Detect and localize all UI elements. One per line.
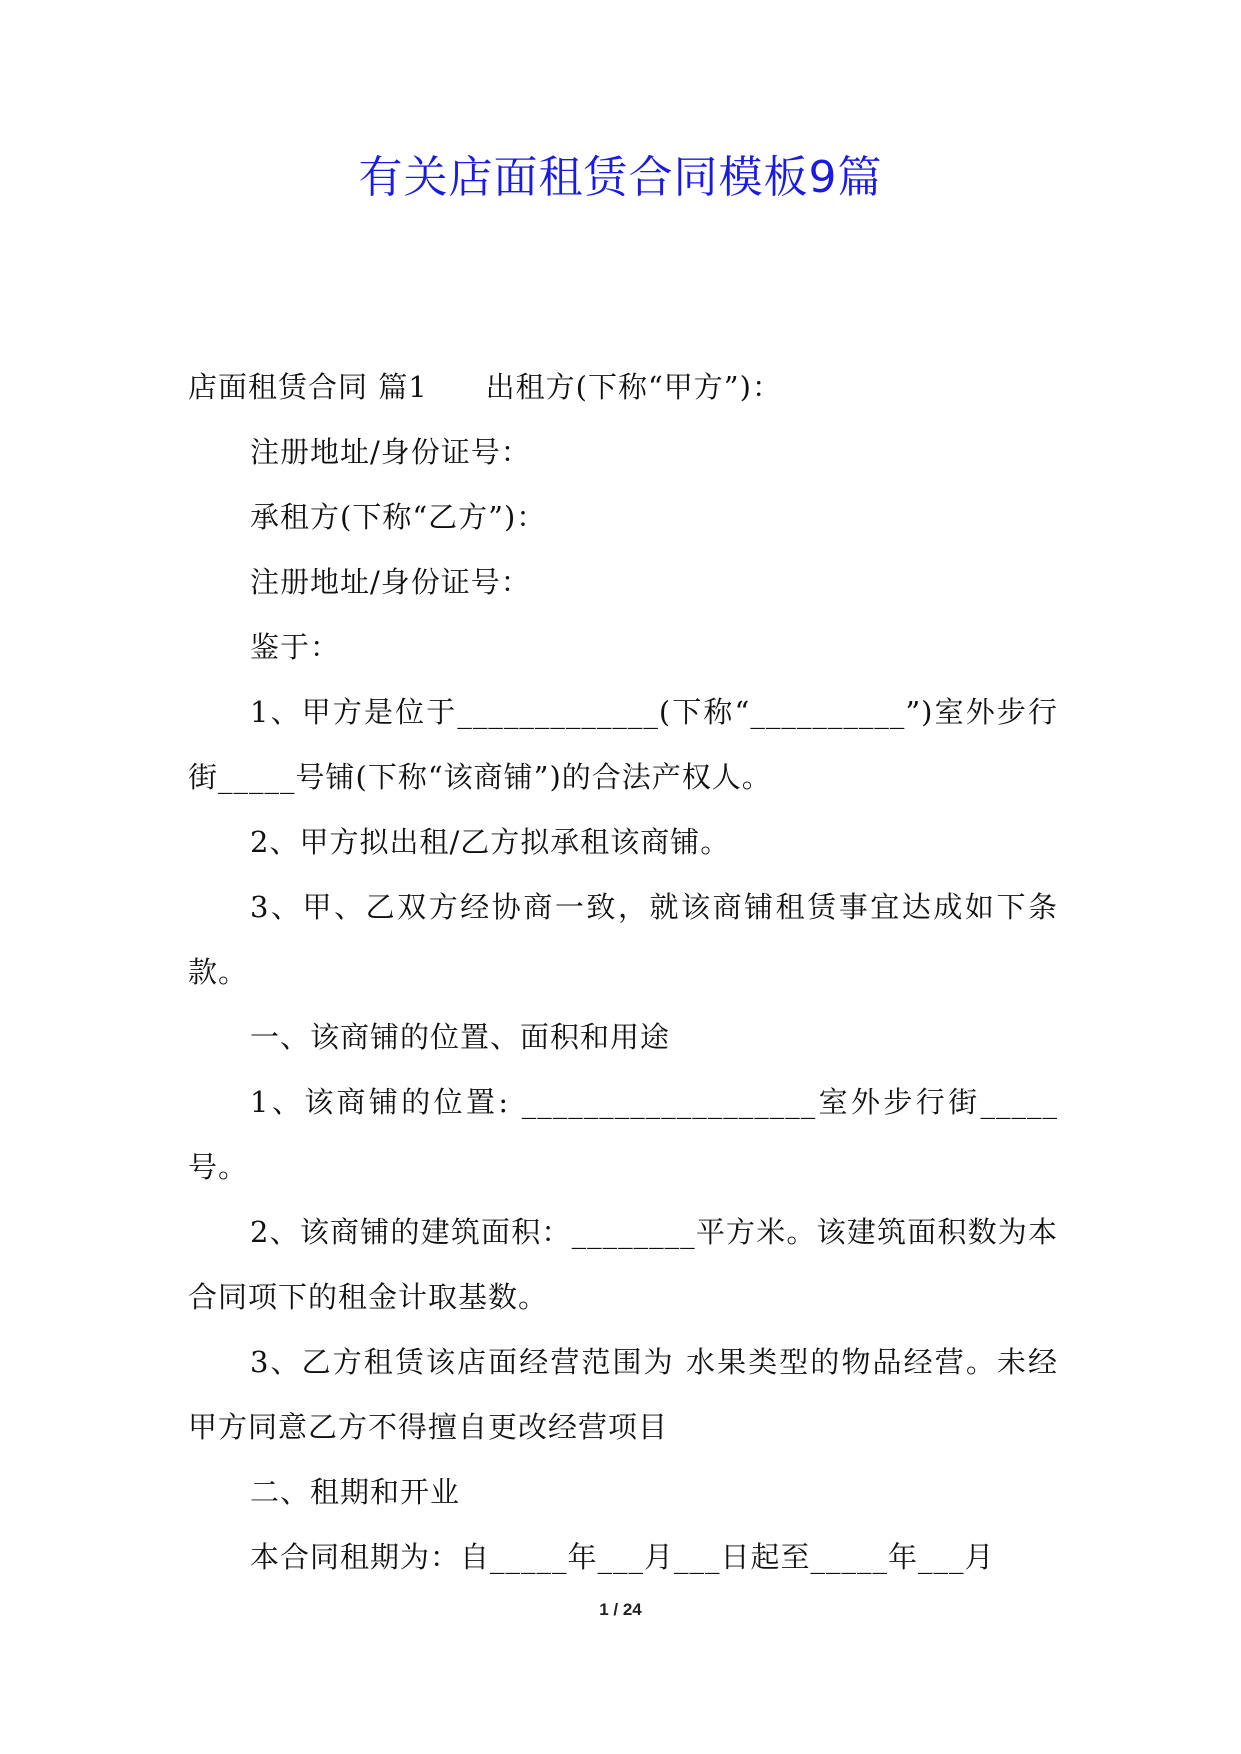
clause-2-term: 本合同租期为：自_____年___月___日起至_____年___月	[250, 1540, 995, 1574]
paragraph-lessee-address: 注册地址/身份证号：	[250, 565, 531, 599]
clause-heading-2: 二、租期和开业	[250, 1475, 461, 1509]
clause-heading-1: 一、该商铺的位置、面积和用途	[250, 1020, 671, 1054]
paragraph-recital-1: 1、甲方是位于_____________(下称“__________”)室外步行街_____号铺(下称“该商铺”)的合法产权人。	[188, 695, 1058, 794]
page-number: 1 / 24	[599, 1600, 642, 1619]
clause-1-usage: 3、乙方租赁该店面经营范围为 水果类型的物品经营。未经甲方同意乙方不得擅自更改经营项目	[188, 1345, 1058, 1444]
clause-1-location: 1、该商铺的位置: ___________________室外步行街_____号。	[188, 1085, 1058, 1184]
paragraph-recital-3: 3、甲、乙双方经协商一致，就该商铺租赁事宜达成如下条款。	[188, 890, 1058, 989]
section-heading: 店面租赁合同 篇1	[188, 370, 428, 404]
paragraph-lessee: 承租方(下称“乙方”)：	[250, 500, 547, 534]
document-body	[188, 355, 1058, 1590]
paragraph-whereas: 鉴于：	[250, 630, 341, 664]
clause-1-area: 2、该商铺的建筑面积：________平方米。该建筑面积数为本合同项下的租金计取基数。	[188, 1215, 1058, 1314]
paragraph-lessor: 出租方(下称“甲方”)：	[485, 370, 782, 404]
section-heading-line	[188, 355, 1058, 420]
document-title: 有关店面租赁合同模板9篇	[358, 152, 883, 203]
paragraph-recital-2: 2、甲方拟出租/乙方拟承租该商铺。	[250, 825, 731, 859]
paragraph-lessor-address: 注册地址/身份证号：	[250, 435, 531, 469]
